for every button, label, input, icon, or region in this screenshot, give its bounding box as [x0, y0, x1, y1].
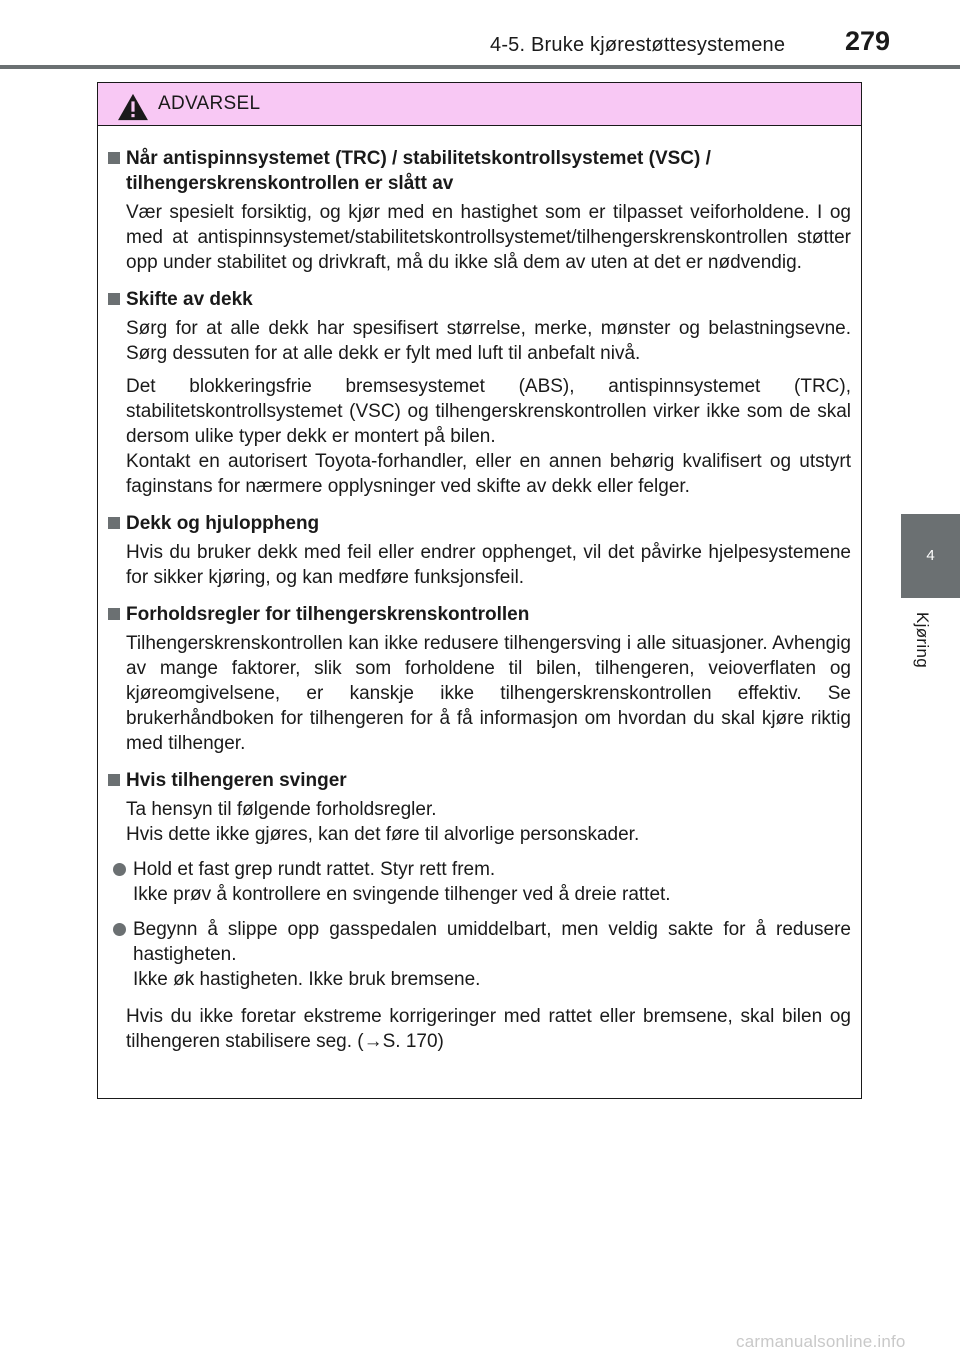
- chapter-tab: 4: [901, 514, 960, 598]
- section-heading: Forholdsregler for tilhengerskrenskontrollen: [108, 602, 851, 627]
- warning-triangle-icon: [116, 93, 150, 121]
- square-bullet-icon: [108, 608, 120, 620]
- section-tire-change: [108, 287, 851, 499]
- square-bullet-icon: [108, 152, 120, 164]
- watermark: carmanualsonline.info: [736, 1332, 906, 1351]
- header-section-title: 4-5. Bruke kjørestøttesystemene: [490, 34, 786, 56]
- warning-box: [97, 82, 862, 1099]
- section-heading: Når antispinnsystemet (TRC) / stabilitetskontrollsystemet (VSC) / tilhengerskrenskontrollen er slått av: [108, 146, 851, 196]
- paragraph: Sørg for at alle dekk har spesifisert størrelse, merke, mønster og belastningsevne. Sørg dessuten for at alle dekk er fylt med luft til anbefalt nivå.: [126, 318, 851, 364]
- section-heading: Skifte av dekk: [108, 287, 851, 312]
- paragraph: Tilhengerskrenskontrollen kan ikke redusere tilhengersving i alle situasjoner. Avhengig av mange faktorer, slik som forholdene til bilen, tilhengeren, veioverflaten og kjøreomgivelsene, er kanskje ikke tilhengerskrenskontrollen effektiv. Se brukerhåndboken for tilhengeren for å få informasjon om hvordan du skal kjøre riktig med tilhenger.: [126, 633, 851, 754]
- round-bullet-icon: [113, 923, 126, 936]
- round-bullet-icon: [113, 863, 126, 876]
- paragraph: Vær spesielt forsiktig, og kjør med en hastighet som er tilpasset veiforholdene. I og med at antispinnsystemet/stabilitetskontrollsystemet/tilhengerskrenskontrollen støtter opp under stabilitet og drivkraft, må du ikke slå dem av uten at det er nødvendig.: [126, 202, 851, 273]
- section-heading: Hvis tilhengeren svinger: [108, 768, 851, 793]
- paragraph: Ta hensyn til følgende forholdsregler.: [126, 799, 437, 820]
- list-item: Begynn å slippe opp gasspedalen umiddelbart, men veldig sakte for å redusere hastigheten. Ikke øk hastigheten. Ikke bruk bremsene.: [108, 917, 851, 992]
- section-tires-suspension: [108, 511, 851, 590]
- square-bullet-icon: [108, 517, 120, 529]
- warning-title: ADVARSEL: [158, 93, 261, 114]
- square-bullet-icon: [108, 774, 120, 786]
- section-trailer-sways: [108, 768, 851, 1054]
- square-bullet-icon: [108, 293, 120, 305]
- paragraph: Hvis du ikke foretar ekstreme korrigeringer med rattet eller bremsene, skal bilen og tilhengeren stabilisere seg. (→S. 170): [126, 1006, 851, 1052]
- paragraph: Hvis du bruker dekk med feil eller endrer opphenget, vil det påvirke hjelpesystemene for sikker kjøring, og kan medføre funksjonsfeil.: [126, 542, 851, 588]
- paragraph: Det blokkeringsfrie bremsesystemet (ABS), antispinnsystemet (TRC), stabilitetskontrollsystemet (VSC) og tilhengerskrenskontrollen virker ikke som de skal dersom ulike typer dekk er montert på bilen.: [126, 376, 851, 447]
- section-trailer-sway-precautions: [108, 602, 851, 756]
- chapter-label: Kjøring: [913, 612, 932, 668]
- section-trc-vsc-off: [108, 146, 851, 275]
- paragraph: Hvis dette ikke gjøres, kan det føre til alvorlige personskader.: [126, 824, 640, 845]
- page-number: 279: [845, 26, 891, 56]
- paragraph: Kontakt en autorisert Toyota-forhandler, eller en annen behørig kvalifisert og utstyrt faginstans for nærmere opplysninger ved skifte av dekk eller felger.: [126, 451, 851, 497]
- header-rule: [0, 65, 960, 69]
- warning-header: [98, 83, 861, 126]
- warning-body: [98, 126, 861, 1054]
- list-item: Hold et fast grep rundt rattet. Styr rett frem. Ikke prøv å kontrollere en svingende tilhenger ved å dreie rattet.: [108, 857, 851, 907]
- section-heading: Dekk og hjuloppheng: [108, 511, 851, 536]
